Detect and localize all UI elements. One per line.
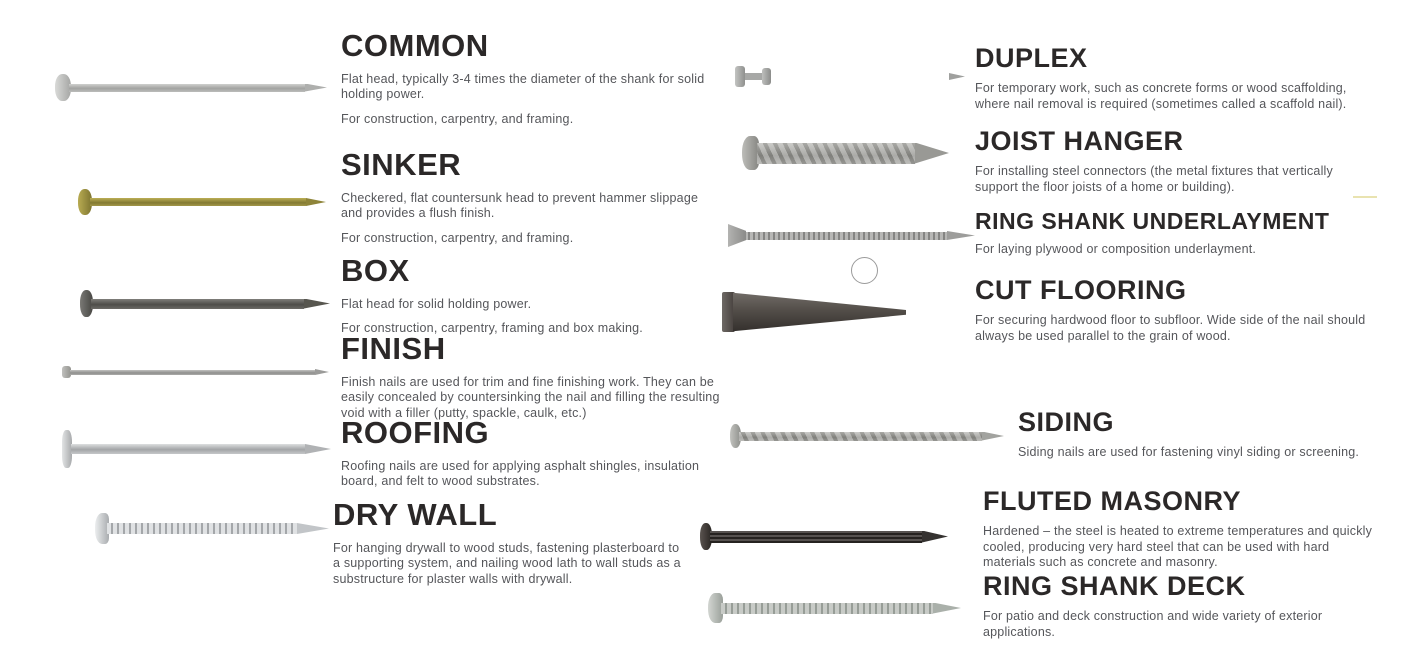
ring-shank-deck-nail-icon	[708, 593, 961, 623]
entry-siding	[1018, 408, 1378, 461]
joist-hanger-nail-icon	[742, 136, 949, 170]
entry-description: Flat head for solid holding power.	[341, 296, 532, 311]
roofing-nail-icon	[62, 430, 331, 468]
siding-nail-icon	[730, 424, 1004, 448]
nail-point	[922, 531, 948, 543]
entry-title: ROOFING	[341, 415, 490, 450]
nail-shank	[745, 232, 947, 240]
nail-shank	[70, 370, 315, 375]
entry-ring-shank-deck	[983, 572, 1323, 640]
box-nail-icon	[80, 290, 330, 317]
nail-point	[305, 444, 331, 454]
duplex-nail-icon	[735, 66, 965, 87]
ring-shank-underlayment-nail-icon	[728, 224, 975, 247]
entry-finish	[341, 333, 741, 421]
entry-dry-wall	[333, 499, 685, 587]
nail-point	[315, 369, 329, 375]
entry-title: DRY WALL	[333, 497, 498, 532]
entry-description: For installing steel connectors (the metal fixtures that vertically support the floor joists of a home or building).	[975, 164, 1333, 194]
common-nail-icon	[55, 74, 327, 101]
entry-title: SIDING	[1018, 407, 1115, 437]
entry-common	[341, 30, 713, 127]
nail-shank	[90, 198, 306, 206]
entry-box	[341, 255, 741, 337]
nail-point	[947, 231, 975, 240]
finish-nail-icon	[62, 366, 329, 378]
nail-point	[949, 73, 965, 80]
entry-description: For temporary work, such as concrete forms or wood scaffolding, where nail removal is required (sometimes called a scaffold nail).	[975, 81, 1347, 111]
entry-description: Checkered, flat countersunk head to prevent hammer slippage and provides a flush finish.	[341, 190, 699, 221]
entry-description: Hardened – the steel is heated to extreme temperatures and quickly cooled, producing very hard steel that can be used with hard materials such as concrete and masonry.	[983, 524, 1373, 570]
entry-title: DUPLEX	[975, 43, 1088, 73]
nail-shank	[771, 73, 949, 80]
drywall-nail-icon	[95, 513, 329, 544]
entry-description: For hanging drywall to wood studs, fastening plasterboard to a supporting system, and nailing wood lath to wall studs as a substructure for plaster walls with drywall.	[333, 540, 681, 586]
entry-description: For laying plywood or composition underlayment.	[975, 242, 1257, 257]
entry-duplex	[975, 44, 1357, 112]
entry-description: For patio and deck construction and wide variety of exterior applications.	[983, 609, 1323, 639]
entry-title: RING SHANK DECK	[983, 571, 1246, 601]
nail-shank	[91, 299, 304, 309]
accent-dash	[1353, 196, 1377, 198]
entry-title: SINKER	[341, 147, 462, 182]
nail-shank	[757, 143, 915, 164]
nail-second-head	[762, 68, 771, 85]
nail-point	[933, 603, 961, 614]
entry-description: For construction, carpentry, framing and box making.	[341, 321, 643, 336]
nail-point	[306, 198, 326, 206]
entry-description: Siding nails are used for fastening vinyl siding or screening.	[1018, 445, 1360, 460]
entry-title: RING SHANK UNDERLAYMENT	[975, 208, 1330, 234]
nail-shank	[710, 531, 922, 543]
cut-flooring-nail-icon	[722, 292, 906, 332]
sinker-nail-icon	[78, 189, 326, 215]
nail-shank	[721, 603, 933, 614]
fluted-masonry-nail-icon	[700, 523, 948, 550]
nail-point	[915, 143, 949, 164]
entry-title: BOX	[341, 253, 410, 288]
entry-description: For securing hardwood floor to subfloor. Wide side of the nail should always be used parallel to the grain of wood.	[975, 313, 1366, 343]
entry-fluted-masonry	[983, 487, 1383, 571]
entry-title: CUT FLOORING	[975, 275, 1187, 305]
entry-cut-flooring	[975, 276, 1371, 344]
entry-joist-hanger	[975, 127, 1375, 195]
entry-title: COMMON	[341, 28, 489, 63]
entry-title: FINISH	[341, 331, 446, 366]
entry-roofing	[341, 417, 733, 490]
nail-point	[982, 432, 1004, 441]
nail-wedge-body	[733, 292, 906, 332]
entry-description: Finish nails are used for trim and fine finishing work. They can be easily concealed by countersinking the nail and filling the resulting void with a filler (putty, spackle, caulk, etc.)	[341, 374, 720, 420]
entry-description: For construction, carpentry, and framing.	[341, 230, 574, 245]
nail-shank	[739, 432, 982, 441]
nail-head	[728, 224, 746, 247]
circle-annotation-icon	[851, 257, 878, 284]
entry-ring-shank-underlayment	[975, 209, 1335, 258]
entry-description: Roofing nails are used for applying asphalt shingles, insulation board, and felt to wood substrates.	[341, 458, 700, 489]
nail-point	[304, 299, 330, 309]
nail-shank	[69, 84, 305, 92]
entry-title: FLUTED MASONRY	[983, 486, 1241, 516]
entry-description: Flat head, typically 3-4 times the diameter of the shank for solid holding power.	[341, 71, 705, 102]
entry-sinker	[341, 149, 709, 246]
nail-shank	[71, 444, 305, 454]
entry-description: For construction, carpentry, and framing.	[341, 111, 574, 126]
nail-neck	[745, 73, 762, 80]
nail-shank	[107, 523, 297, 534]
nail-head	[735, 66, 745, 87]
nail-point	[305, 84, 327, 92]
entry-title: JOIST HANGER	[975, 126, 1184, 156]
nail-point	[297, 523, 329, 534]
